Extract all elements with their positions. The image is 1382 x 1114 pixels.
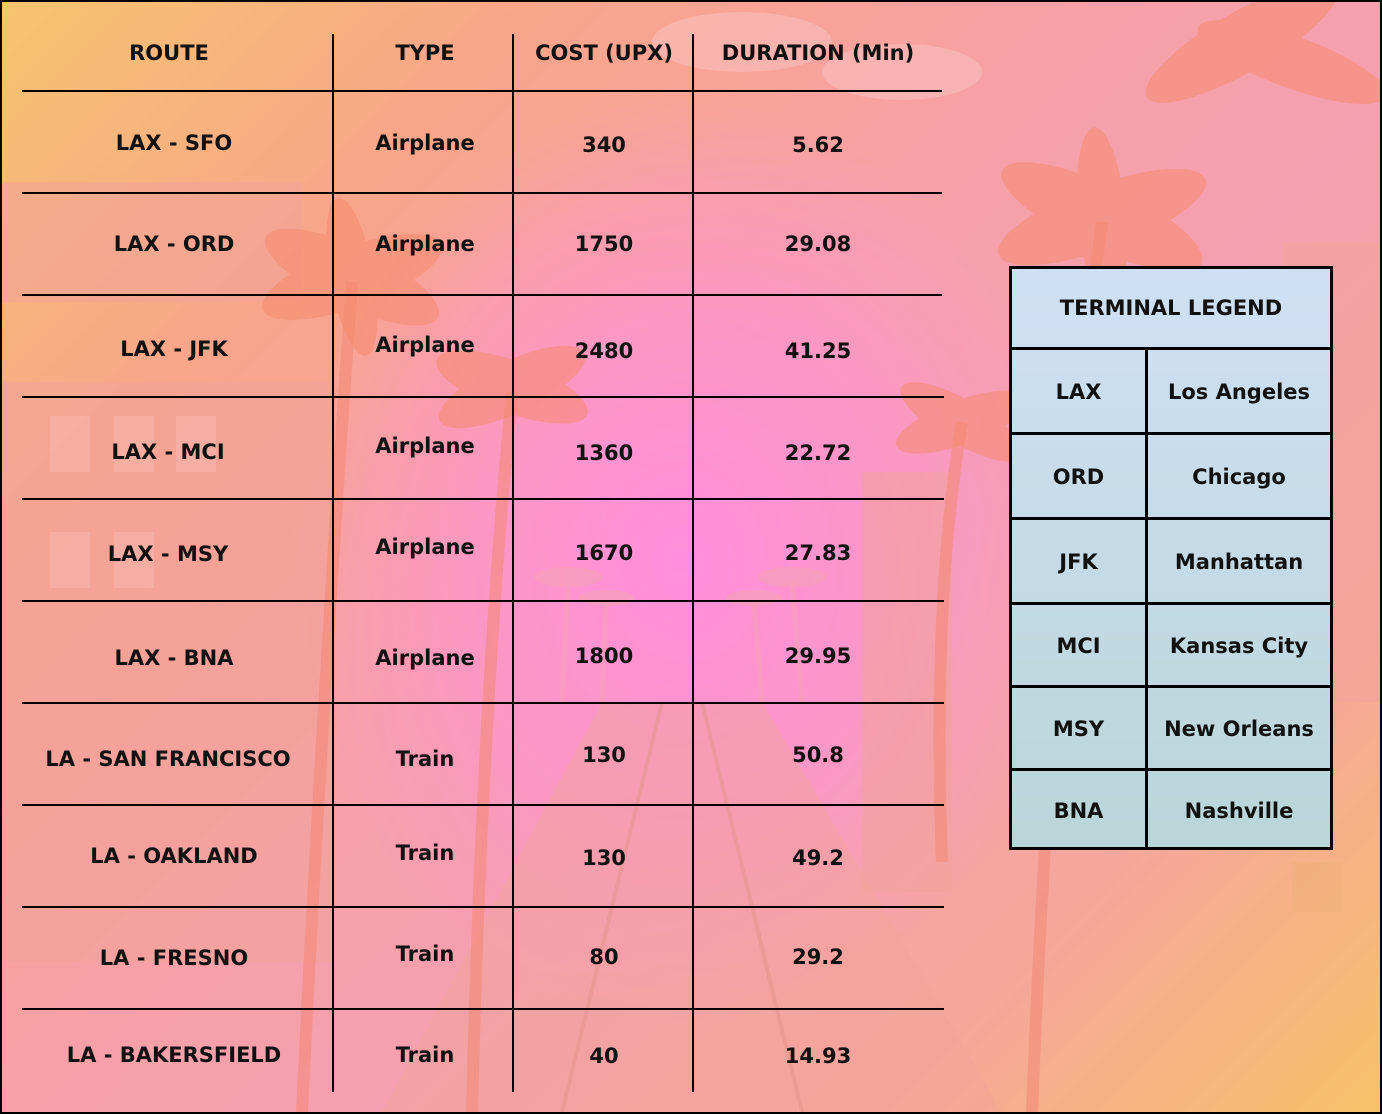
cost-cell: 130 <box>582 743 626 767</box>
legend-city: Los Angeles <box>1167 380 1311 404</box>
cost-cell: 130 <box>582 846 626 870</box>
row-divider <box>22 906 944 908</box>
cost-cell: 340 <box>582 133 626 157</box>
row-divider <box>22 600 944 602</box>
cost-cell: 1800 <box>574 644 634 668</box>
type-cell: Train <box>395 747 455 771</box>
row-divider <box>22 294 942 296</box>
duration-cell: 29.95 <box>784 644 852 668</box>
legend-city: Chicago <box>1192 465 1286 489</box>
duration-cell: 27.83 <box>784 541 852 565</box>
route-cell: LAX - BNA <box>114 646 234 670</box>
row-divider <box>22 702 944 704</box>
row-divider <box>22 498 944 500</box>
legend-city: Manhattan <box>1174 550 1304 574</box>
header-route: ROUTE <box>129 41 209 65</box>
route-cell: LAX - ORD <box>113 232 235 256</box>
type-cell: Airplane <box>375 535 475 559</box>
type-cell: Train <box>395 841 455 865</box>
route-cell: LA - OAKLAND <box>90 844 258 868</box>
duration-cell: 5.62 <box>792 133 844 157</box>
duration-cell: 29.08 <box>784 232 852 256</box>
type-cell: Airplane <box>375 232 475 256</box>
duration-cell: 49.2 <box>792 846 844 870</box>
route-cell: LA - BAKERSFIELD <box>66 1043 282 1067</box>
legend-code: LAX <box>1055 380 1102 404</box>
type-cell: Airplane <box>375 131 475 155</box>
duration-cell: 14.93 <box>784 1044 852 1068</box>
header-type: TYPE <box>395 41 455 65</box>
type-cell: Airplane <box>375 333 475 357</box>
legend-city: New Orleans <box>1164 717 1314 741</box>
row-divider <box>22 396 944 398</box>
legend-city: Kansas City <box>1169 634 1309 658</box>
type-cell: Train <box>395 942 455 966</box>
legend-code: MCI <box>1056 634 1101 658</box>
cost-cell: 2480 <box>574 339 634 363</box>
duration-cell: 22.72 <box>784 441 852 465</box>
type-cell: Train <box>395 1043 455 1067</box>
type-cell: Airplane <box>375 646 475 670</box>
type-cell: Airplane <box>375 434 475 458</box>
row-divider <box>22 1008 944 1010</box>
duration-cell: 41.25 <box>784 339 852 363</box>
route-cell: LAX - JFK <box>120 337 228 361</box>
header-cost: COST (UPX) <box>535 41 673 65</box>
row-divider <box>22 804 944 806</box>
legend-city: Nashville <box>1184 799 1294 823</box>
cost-cell: 1360 <box>574 441 634 465</box>
legend-code: ORD <box>1052 465 1105 489</box>
cost-cell: 40 <box>589 1044 619 1068</box>
route-cell: LA - SAN FRANCISCO <box>45 747 291 771</box>
duration-cell: 29.2 <box>792 945 844 969</box>
cost-cell: 1670 <box>574 541 634 565</box>
legend-code: BNA <box>1053 799 1104 823</box>
route-cell: LA - FRESNO <box>99 946 249 970</box>
legend-title: TERMINAL LEGEND <box>1012 269 1330 350</box>
terminal-legend <box>1009 266 1333 850</box>
route-cell: LAX - SFO <box>115 131 233 155</box>
route-cell: LAX - MCI <box>111 440 225 464</box>
cost-cell: 80 <box>589 945 619 969</box>
header-duration: DURATION (Min) <box>721 41 915 65</box>
row-divider <box>22 192 942 194</box>
cost-cell: 1750 <box>574 232 634 256</box>
legend-code: JFK <box>1059 550 1098 574</box>
duration-cell: 50.8 <box>792 743 844 767</box>
header-divider <box>22 90 942 92</box>
route-cell: LAX - MSY <box>107 542 229 566</box>
legend-code: MSY <box>1052 717 1105 741</box>
